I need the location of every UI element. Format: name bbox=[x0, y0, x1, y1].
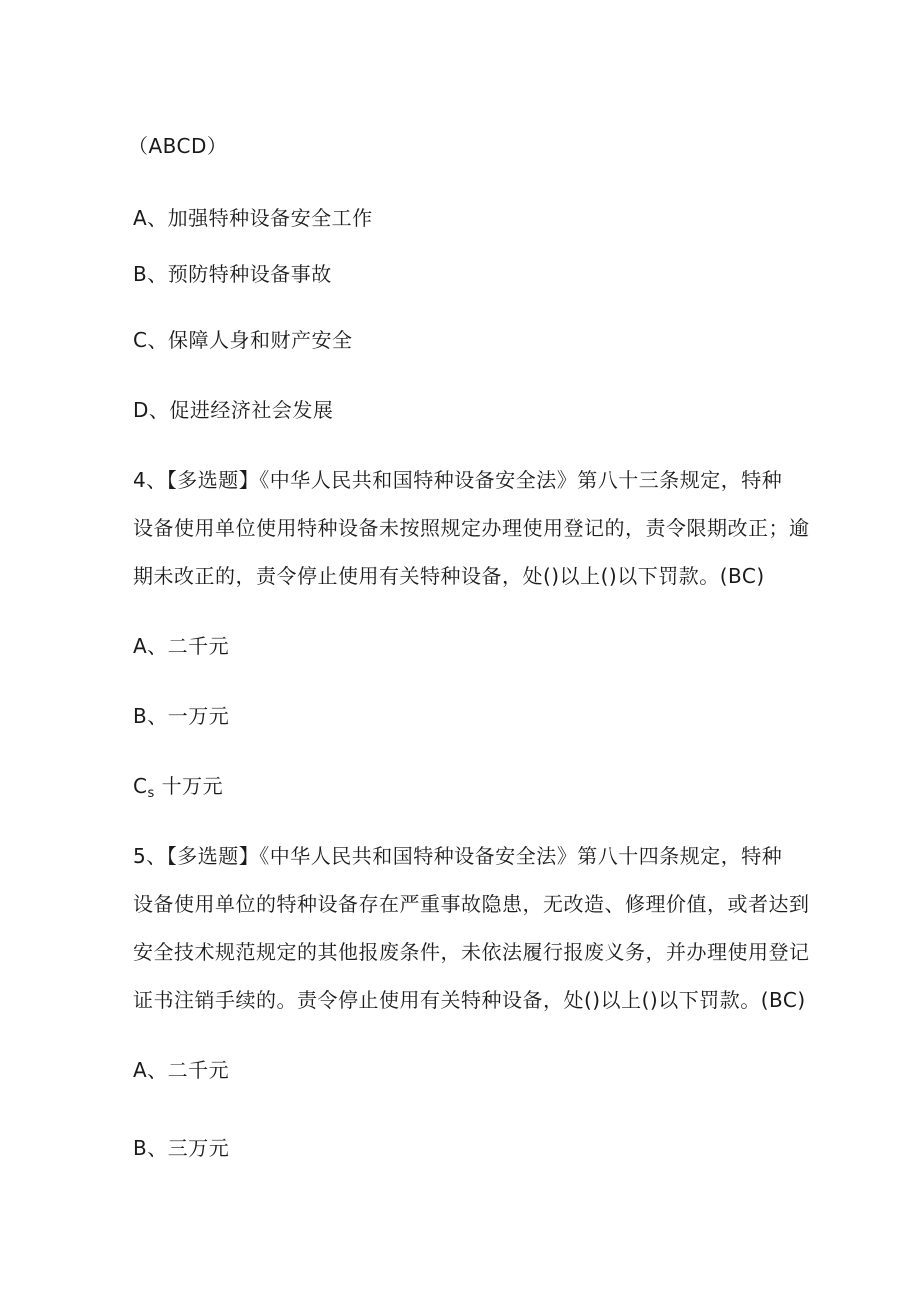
q4-option-c bbox=[133, 772, 223, 808]
q4-option-c-letter: C bbox=[133, 774, 148, 798]
q5-option-a: A、二千元 bbox=[133, 1058, 230, 1082]
q4-stem-line-1: 4、【多选题】《中华人民共和国特种设备安全法》第八十三条规定，特种 bbox=[133, 468, 783, 492]
q4-stem-line-2: 设备使用单位使用特种设备未按照规定办理使用登记的，责令限期改正；逾 bbox=[133, 516, 810, 540]
q4-option-b: B、一万元 bbox=[133, 704, 230, 728]
q4-stem-line-3: 期未改正的，责令停止使用有关特种设备，处()以上()以下罚款。(BC) bbox=[133, 564, 765, 588]
q5-stem-line-4: 证书注销手续的。责令停止使用有关特种设备，处()以上()以下罚款。(BC) bbox=[133, 988, 806, 1012]
q4-option-a: A、二千元 bbox=[133, 634, 230, 658]
q4-option-c-text: 十万元 bbox=[154, 774, 224, 798]
prev-option-c: C、保障人身和财产安全 bbox=[133, 328, 353, 352]
q5-option-b: B、三万元 bbox=[133, 1136, 230, 1160]
prev-option-b: B、预防特种设备事故 bbox=[133, 262, 332, 286]
q5-stem-line-3: 安全技术规范规定的其他报废条件，未依法履行报废义务，并办理使用登记 bbox=[133, 940, 810, 964]
prev-option-a: A、加强特种设备安全工作 bbox=[133, 206, 373, 230]
prev-question-answer: （ABCD） bbox=[128, 134, 228, 158]
q5-stem-line-1: 5、【多选题】《中华人民共和国特种设备安全法》第八十四条规定，特种 bbox=[133, 844, 783, 868]
q4-option-c-subscript: s bbox=[147, 786, 155, 801]
prev-option-d: D、促进经济社会发展 bbox=[133, 398, 334, 422]
q5-stem-line-2: 设备使用单位的特种设备存在严重事故隐患，无改造、修理价值，或者达到 bbox=[133, 892, 810, 916]
